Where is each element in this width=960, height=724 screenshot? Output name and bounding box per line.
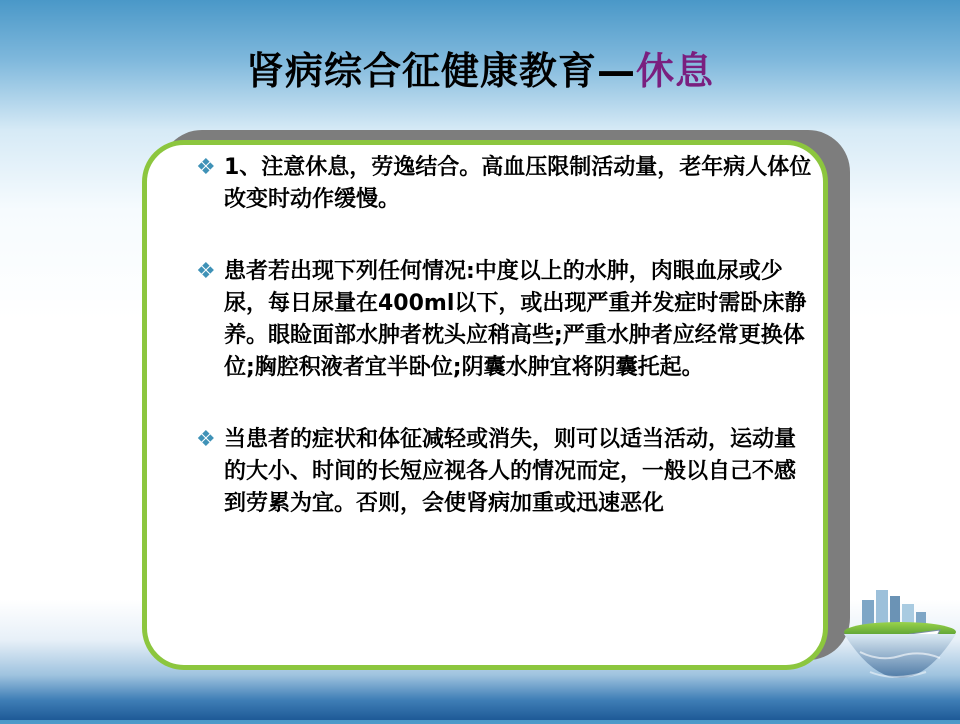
slide-title: [0, 40, 960, 95]
bullet-text: 当患者的症状和体征减轻或消失，则可以适当活动，运动量的大小、时间的长短应视各人的情况而定，一般以自己不感到劳累为宜。否则，会使肾病加重或迅速恶化: [224, 427, 797, 516]
bullet-text: 1、注意休息，劳逸结合。高血压限制活动量，老年病人体位改变时动作缓慢。: [224, 155, 812, 212]
diamond-bullet-icon: ❖: [196, 427, 216, 452]
diamond-bullet-icon: ❖: [196, 155, 216, 180]
list-item: [196, 152, 816, 216]
diamond-bullet-icon: ❖: [196, 259, 216, 284]
city-globe-icon: [840, 572, 960, 720]
city-globe-graphic: [840, 572, 960, 720]
list-item: [196, 256, 816, 384]
slide-title-accent: 休息: [636, 49, 715, 93]
bullet-text: 患者若出现下列任何情况:中度以上的水肿，肉眼血尿或少尿，每日尿量在400ml以下，或出现严重并发症时需卧床静养。眼睑面部水肿者枕头应稍高些;严重水肿者应经常更换体位;胸腔积液者宜半卧位;阴囊水肿宜将阴囊托起。: [224, 259, 807, 380]
bullet-list: [196, 152, 816, 520]
slide-title-main: 肾病综合征健康教育—: [245, 49, 636, 93]
list-item: [196, 424, 816, 520]
